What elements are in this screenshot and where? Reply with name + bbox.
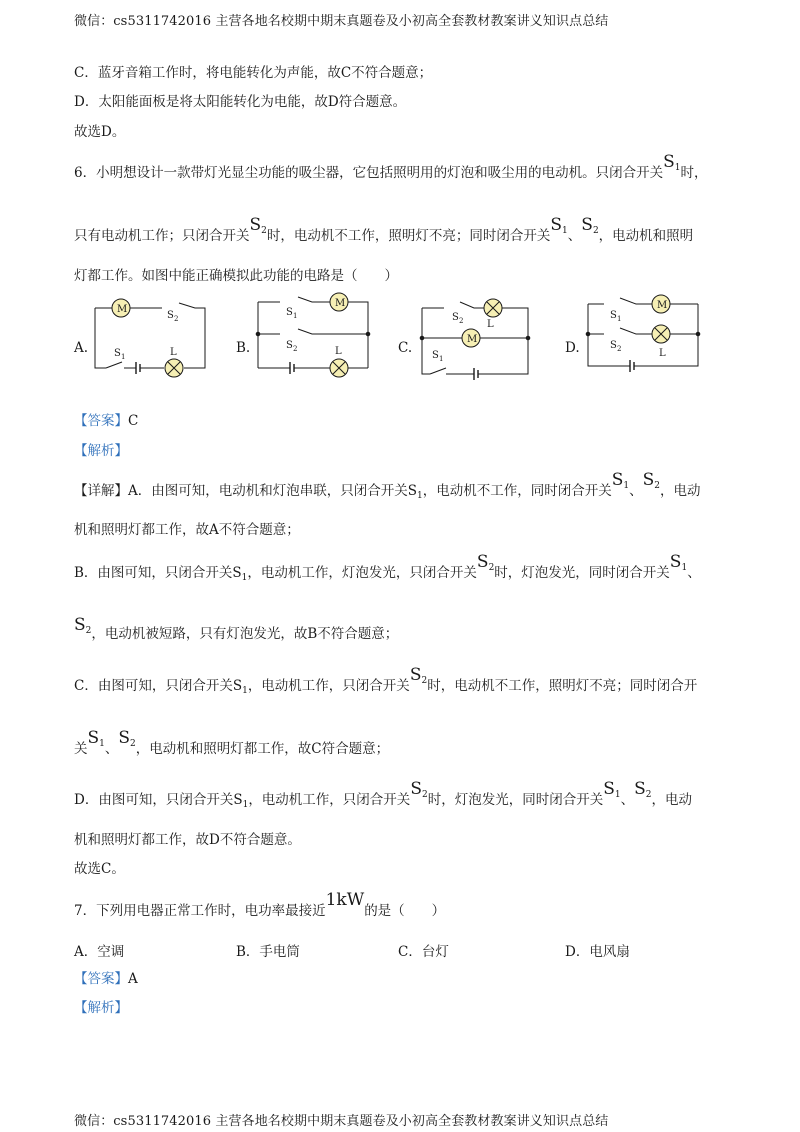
option-c-label: C. bbox=[398, 340, 413, 356]
q6-detail-b: B．由图可知，只闭合开关$S_1$，电动机工作，灯泡发光，只闭合开关$S_2$时，灯泡发光，同时闭合开关$S_1$、 bbox=[74, 552, 701, 583]
svg-text:1: 1 bbox=[293, 312, 298, 320]
q6-detail-a: 【详解】A．由图可知，电动机和灯泡串联，只闭合开关$S_1$，电动机不工作，同时闭合开关$S_1$、$S_2$，电动 bbox=[74, 470, 701, 501]
page-footer: 微信：cs5311742016 主营各地名校期中期末真题卷及小初高全套教材教案讲义知识点总结 bbox=[74, 1114, 609, 1129]
q7-analysis-tag: 【解析】 bbox=[74, 1000, 128, 1016]
svg-text:M: M bbox=[335, 298, 346, 309]
svg-text:2: 2 bbox=[174, 315, 179, 323]
q7-option-d: D．电风扇 bbox=[565, 944, 630, 960]
svg-text:S: S bbox=[286, 340, 293, 351]
svg-text:L: L bbox=[659, 348, 666, 359]
option-d-label: D. bbox=[565, 340, 580, 356]
q6-detail-c2: 关$S_1$、$S_2$，电动机和照明灯都工作，故C符合题意； bbox=[74, 728, 390, 757]
q6-stem-line1: 6．小明想设计一款带灯光显尘功能的吸尘器，它包括照明用的灯泡和吸尘用的电动机。只闭合开关$S_1$时， bbox=[74, 152, 708, 181]
q6-detail-d2: 机和照明灯都工作，故D不符合题意。 bbox=[74, 832, 301, 848]
prev-option-c: C．蓝牙音箱工作时，将电能转化为声能，故C不符合题意； bbox=[74, 65, 433, 81]
svg-text:S: S bbox=[167, 310, 174, 321]
q7-answer: 【答案】A bbox=[74, 971, 138, 987]
page-header: 微信：cs5311742016 主营各地名校期中期末真题卷及小初高全套教材教案讲义知识点总结 bbox=[74, 14, 609, 29]
option-b-label: B. bbox=[236, 340, 251, 356]
svg-text:M: M bbox=[657, 300, 668, 311]
prev-conclusion: 故选D。 bbox=[74, 124, 126, 140]
q7-option-b: B．手电筒 bbox=[236, 944, 300, 960]
svg-text:M: M bbox=[467, 334, 478, 345]
q7-stem: 7．下列用电器正常工作时，电功率最接近1kW的是（ ） bbox=[74, 890, 446, 919]
svg-text:2: 2 bbox=[617, 345, 622, 353]
svg-text:L: L bbox=[487, 319, 494, 330]
q6-stem-line3: 灯都工作。如图中能正确模拟此功能的电路是（ ） bbox=[74, 268, 398, 284]
q6-detail-c: C．由图可知，只闭合开关$S_1$，电动机工作，只闭合开关$S_2$时，电动机不工作，照明灯不亮；同时闭合开 bbox=[74, 665, 698, 696]
svg-text:S: S bbox=[286, 307, 293, 318]
svg-text:S: S bbox=[432, 350, 439, 361]
svg-text:1: 1 bbox=[439, 355, 444, 363]
q6-conclusion: 故选C。 bbox=[74, 861, 125, 877]
svg-text:L: L bbox=[335, 346, 342, 357]
svg-text:S: S bbox=[610, 340, 617, 351]
motor-symbol: M bbox=[117, 304, 128, 315]
q6-detail-b2: $S_2$，电动机被短路，只有灯泡发光，故B不符合题意； bbox=[74, 615, 399, 642]
svg-text:2: 2 bbox=[459, 317, 464, 325]
q7-option-c: C．台灯 bbox=[398, 944, 449, 960]
q6-detail-d: D．由图可知，只闭合开关$S_1$，电动机工作，只闭合开关$S_2$时，灯泡发光，同时闭合开关$S_1$、$S_2$，电动 bbox=[74, 779, 692, 810]
q6-detail-a2: 机和照明灯都工作，故A不符合题意； bbox=[74, 522, 300, 538]
svg-text:2: 2 bbox=[293, 345, 298, 353]
q6-answer: 【答案】C bbox=[74, 413, 139, 429]
option-a-label: A. bbox=[74, 340, 89, 356]
svg-text:S: S bbox=[452, 312, 459, 323]
q6-analysis-tag: 【解析】 bbox=[74, 443, 128, 459]
svg-text:1: 1 bbox=[121, 353, 126, 361]
prev-option-d: D．太阳能面板是将太阳能转化为电能，故D符合题意。 bbox=[74, 94, 407, 110]
q6-stem-line2: 只有电动机工作；只闭合开关$S_2$时，电动机不工作，照明灯不亮；同时闭合开关$S_1$、$S_2$，电动机和照明 bbox=[74, 215, 694, 244]
svg-text:S: S bbox=[610, 310, 617, 321]
lamp-label: L bbox=[170, 347, 177, 358]
q6-circuit-diagrams bbox=[0, 290, 800, 390]
svg-text:1: 1 bbox=[617, 315, 622, 323]
q7-option-a: A．空调 bbox=[74, 944, 125, 960]
svg-text:S: S bbox=[114, 348, 121, 359]
